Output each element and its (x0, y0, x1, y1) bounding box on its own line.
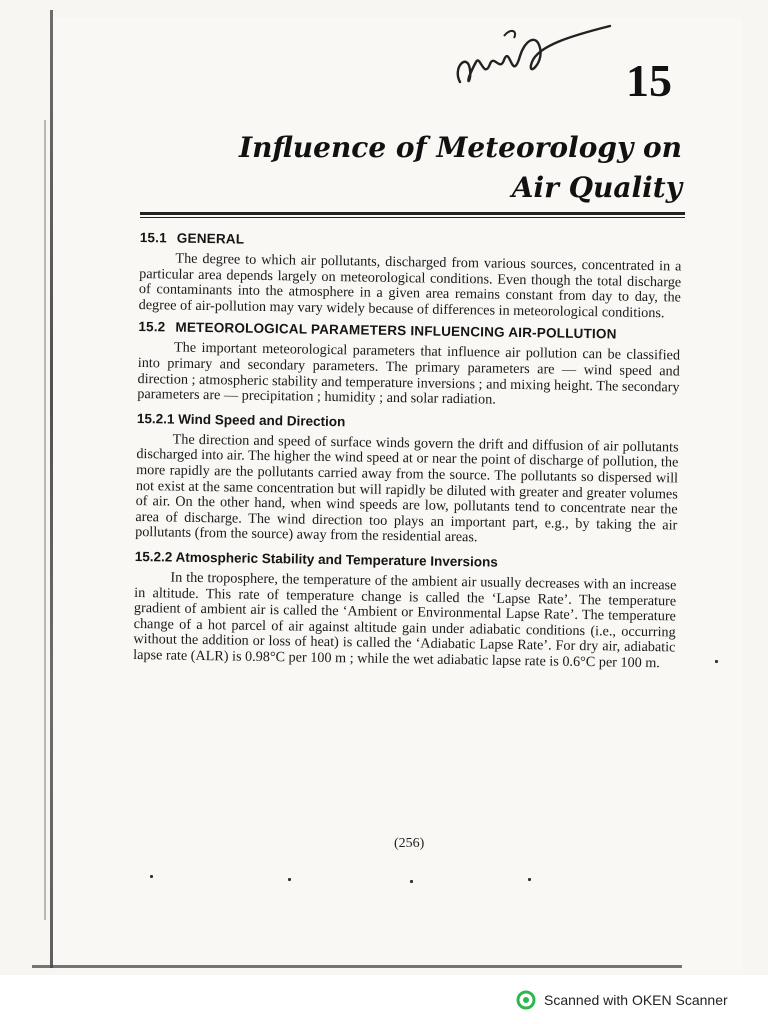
subsection-heading-15-2-1: 15.2.1 Wind Speed and Direction (136, 410, 346, 429)
paragraph-stability: In the troposphere, the temperature of the ambient air usually decreases with an increase in altitude. This rate of temperature change is called the ‘Lapse Rate’. The temperature gradient of ambient air is called the ‘Ambient or Environmental Lapse Rate’. The temperature change of a hot parcel of air against altitude gain under adiabatic conditions (i.e., occurring without the addition or loss of heat) is called the ‘Adiabatic Lapse Rate’. For dry air, adiabatic lapse rate (ALR) is 0.98°C per 100 m ; while the wet adiabatic lapse rate is 0.6°C per 100 m. (133, 569, 677, 672)
section-number: 15.1 (139, 229, 167, 246)
title-divider (140, 212, 685, 218)
binding-shadow (44, 120, 46, 920)
speck (150, 875, 153, 878)
section-number: 15.2 (138, 319, 166, 335)
handwritten-signature-icon (440, 22, 620, 97)
oken-scanner-logo-icon (516, 990, 536, 1010)
chapter-title-line2: Air Quality (511, 171, 682, 204)
subsection-heading-15-2-2: 15.2.2 Atmospheric Stability and Temperature Inversions (134, 548, 498, 570)
body-content (133, 224, 682, 672)
speck (528, 878, 531, 881)
chapter-number: 15 (626, 55, 672, 106)
scanner-label: Scanned with OKEN Scanner (544, 992, 728, 1008)
page-number: (256) (394, 836, 425, 851)
paragraph-wind: The direction and speed of surface winds govern the drift and diffusion of air pollutants discharged into air. The higher the wind speed at or near the point of discharge of pollution, the more rapidly are the pollutants carried away from the source. The pollutants so dispersed will not exist at the same concentration but will rapidly be diluted with greater and greater volumes of air. On the other hand, when wind speeds are low, pollutants tend to concentrate near the area of discharge. The wind direction too plays an important part, e.g., by taking the air pollutants (from the source) away from the residential areas. (135, 431, 679, 546)
speck (288, 878, 291, 881)
chapter-title-line1: Influence of Meteorology on (238, 131, 682, 164)
chapter-title (239, 128, 682, 208)
section-heading-15-1 (140, 230, 682, 254)
scanner-badge (516, 990, 728, 1010)
section-title: METEOROLOGICAL PARAMETERS INFLUENCING AIR-POLLUTION (175, 319, 617, 342)
binding-edge (50, 10, 53, 968)
speck (715, 660, 718, 663)
speck (410, 880, 413, 883)
bottom-edge-line (32, 965, 682, 968)
paragraph-general: The degree to which air pollutants, discharged from various sources, concentrated in a particular area depends largely on meteorological conditions. Even though the total discharge of contaminants into the atmosphere in a given area remains constant from day to day, the degree of air-pollution may vary widely because of differences in meteorological conditions. (138, 250, 682, 322)
paragraph-parameters: The important meteorological parameters that influence air pollution can be classified into primary and secondary parameters. The primary parameters are — wind speed and direction ; atmospheric stability and temperature inversions ; and mixing height. The secondary parameters are — precipitation ; humidity ; and solar radiation. (137, 339, 681, 408)
section-title: GENERAL (176, 230, 245, 247)
section-heading-15-2 (138, 319, 680, 343)
